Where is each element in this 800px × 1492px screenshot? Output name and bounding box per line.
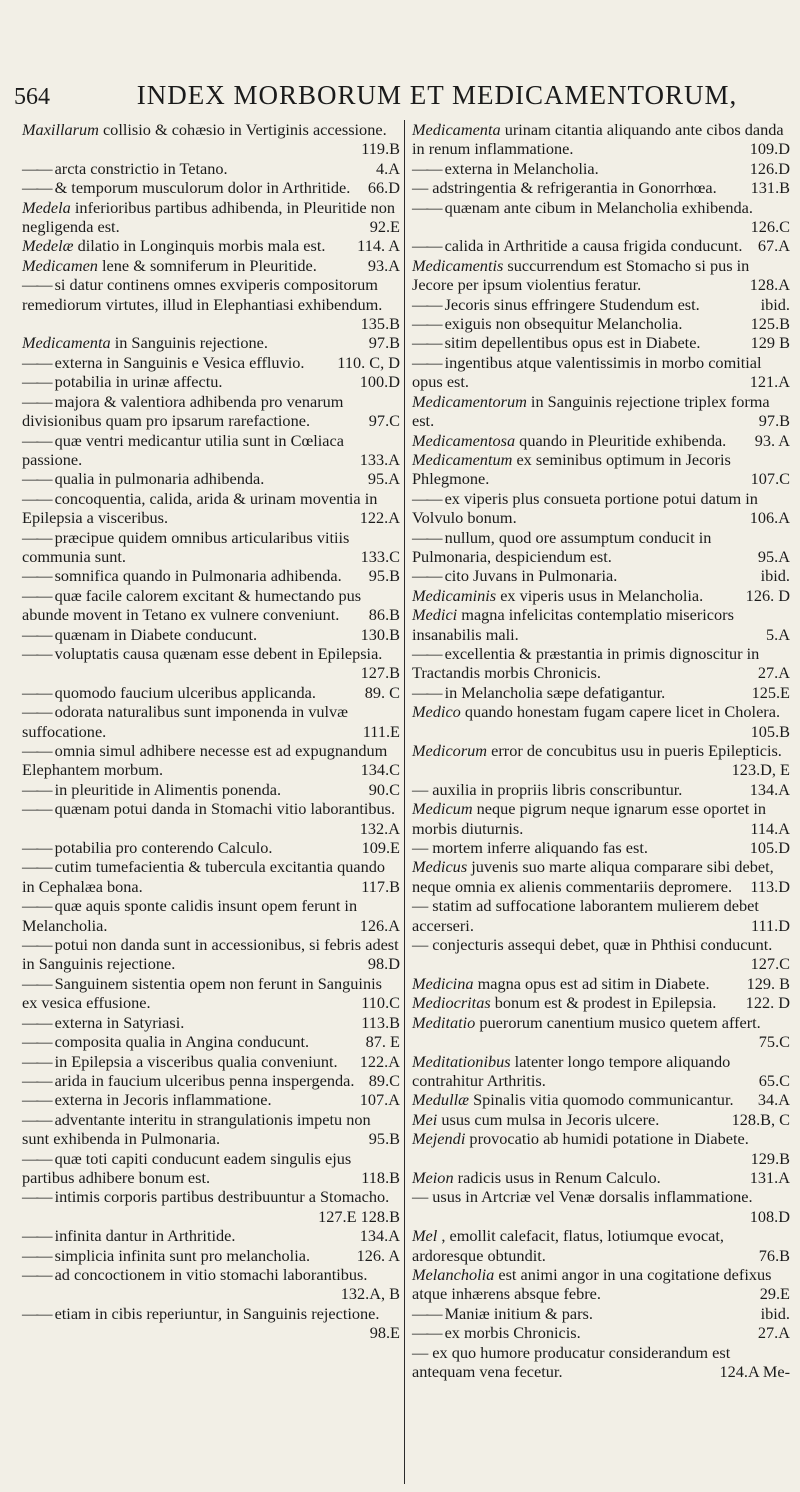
index-columns: [18, 120, 794, 1484]
entry-text: —— & temporum musculorum dolor in Arthritide.: [22, 178, 350, 197]
entry-text: —— omnia simul adhibere necesse est ad expugnandum Elephantem morbum.: [22, 741, 387, 779]
entry-reference: ibid.: [760, 566, 790, 586]
entry-headword: Medicorum: [412, 741, 488, 760]
entry-reference: 95.B: [368, 566, 400, 586]
entry-text: ex viperis usus in Melancholia.: [500, 585, 704, 605]
entry-reference: 98.E: [369, 1323, 400, 1343]
entry-reference: 107.A: [359, 1090, 400, 1110]
entry-text: collisio & cohæsio in Vertiginis accessione.: [102, 120, 387, 139]
entry-reference: 129 B: [750, 333, 790, 353]
index-entry: [22, 1090, 400, 1109]
entry-text: —— externa in Satyriasi.: [22, 1013, 184, 1032]
entry-reference: 97.B: [758, 411, 790, 431]
entry-reference: 111.E: [362, 721, 400, 741]
entry-text: urinam citantia aliquando ante cibos danda in renum inflammatione.: [412, 120, 784, 159]
page-title: INDEX MORBORUM ET MEDICAMENTORUM,: [136, 80, 738, 110]
entry-reference: 129. B: [746, 973, 790, 993]
entry-reference: 111.D: [750, 915, 790, 935]
entry-reference: 122.A: [359, 508, 400, 528]
entry-reference: 121.A: [749, 372, 790, 392]
entry-text: —— concoquentia, calida, arida & urinam moventia in Epilepsia a visceribus.: [22, 489, 377, 527]
entry-headword: Medicum: [412, 799, 473, 819]
entry-text: — conjecturis assequi debet, quæ in Phthisi conducunt.: [412, 935, 772, 954]
index-entry: [412, 1187, 790, 1226]
entry-reference: 67.A: [757, 236, 790, 256]
index-entry: [22, 333, 400, 352]
entry-text: usus cum mulsa in Jecoris ulcere.: [441, 1109, 660, 1129]
index-entry: [22, 1149, 400, 1188]
entry-text: quando in Pleuritide exhibenda.: [519, 430, 727, 450]
entry-reference: 133.A: [359, 449, 400, 469]
entry-headword: Mel: [412, 1226, 438, 1246]
index-entry: [412, 178, 790, 197]
page-header: [14, 80, 790, 114]
entry-headword: Medela: [22, 197, 71, 217]
entry-text: —— arida in faucium ulceribus penna inspergenda.: [22, 1071, 354, 1090]
entry-text: —— Sanguinem sistentia opem non ferunt in Sanguinis ex vesica effusione.: [22, 974, 382, 1012]
entry-reference: 119.B: [361, 139, 400, 159]
index-entry: [22, 120, 400, 159]
index-entry: [22, 1265, 400, 1304]
entry-reference: 75.C: [758, 1032, 790, 1052]
entry-reference: 132.A: [359, 818, 400, 838]
index-entry: [22, 489, 400, 528]
entry-reference: 134.A: [749, 779, 790, 799]
entry-text: —— externa in Sanguinis e Vesica effluvio.: [22, 353, 304, 372]
entry-reference: 97.C: [368, 411, 400, 431]
entry-headword: Medicamentorum: [412, 391, 527, 411]
entry-reference: 123.D, E: [731, 760, 790, 780]
entry-headword: Medico: [412, 702, 461, 722]
index-entry: [412, 489, 790, 528]
entry-reference: 29.E: [759, 1284, 790, 1304]
entry-text: —— potabilia pro conterendo Calculo.: [22, 838, 272, 857]
index-entry: [412, 314, 790, 333]
index-entry: [22, 1052, 400, 1071]
index-entry: [22, 644, 400, 683]
index-entry: [412, 741, 790, 780]
entry-headword: Mejendi: [412, 1129, 466, 1149]
entry-text: , emollit calefacit, flatus, lotiumque evocat, ardoresque obtundit.: [412, 1226, 724, 1265]
entry-headword: Medici: [412, 605, 458, 625]
entry-text: —— ingentibus atque valentissimis in morbo comitial opus est.: [412, 353, 762, 391]
index-entry: [412, 1090, 790, 1109]
entry-text: radicis usus in Renum Calculo.: [457, 1167, 661, 1187]
entry-headword: Meditationibus: [412, 1051, 511, 1071]
index-entry: [22, 392, 400, 431]
index-entry: [22, 702, 400, 741]
entry-headword: Mei: [412, 1109, 438, 1129]
index-entry: [412, 236, 790, 255]
index-entry: [22, 1226, 400, 1245]
entry-reference: 4.A: [376, 158, 400, 178]
index-entry: [412, 683, 790, 702]
index-entry: [22, 1032, 400, 1051]
entry-reference: 114.A: [750, 818, 790, 838]
entry-reference: 66.D: [367, 178, 400, 198]
entry-text: —— quæ ventri medicantur utilia sunt in Cœliaca passione.: [22, 431, 344, 469]
entry-text: —— in Melancholia sæpe defatigantur.: [412, 683, 665, 702]
index-entry: [22, 198, 400, 237]
index-entry: [22, 372, 400, 391]
index-entry: [22, 178, 400, 197]
index-entry: [412, 1013, 790, 1052]
entry-text: bonum est & prodest in Epilepsia.: [494, 993, 717, 1013]
index-entry: [412, 780, 790, 799]
entry-reference: 134.C: [360, 760, 400, 780]
index-entry: [22, 799, 400, 838]
entry-text: —— externa in Melancholia.: [412, 159, 599, 178]
index-entry: [412, 1226, 790, 1265]
entry-reference: 126. A: [356, 1245, 400, 1265]
index-entry: [22, 838, 400, 857]
index-entry: [22, 741, 400, 780]
entry-reference: 108.D: [749, 1206, 790, 1226]
entry-reference: 110.C: [361, 993, 400, 1013]
entry-text: neque pigrum neque ignarum esse oportet in morbis diuturnis.: [412, 799, 767, 838]
entry-text: —— Jecoris sinus effringere Studendum est.: [412, 295, 700, 314]
entry-text: in Sanguinis rejectione triplex forma est.: [412, 391, 770, 431]
index-entry: [412, 644, 790, 683]
entry-headword: Medullæ: [412, 1090, 469, 1110]
index-entry: [22, 256, 400, 275]
entry-text: —— etiam in cibis reperiuntur, in Sanguinis rejectione.: [22, 1304, 379, 1323]
entry-text: magna opus est ad sitim in Diabete.: [477, 973, 710, 993]
entry-headword: Meion: [412, 1167, 454, 1187]
entry-text: —— potui non danda sunt in accessionibus, si febris adest in Sanguinis rejectione.: [22, 935, 399, 973]
entry-text: ex seminibus optimum in Jecoris Phlegmone.: [412, 449, 731, 489]
entry-reference: 90.C: [368, 779, 400, 799]
entry-reference: 106.A: [749, 508, 790, 528]
entry-text: —— potabilia in urinæ affectu.: [22, 372, 222, 391]
entry-text: —— si datur continens omnes exviperis compositorum remediorum virtutes, illud in Elephantiasi exhibendum.: [22, 275, 382, 313]
index-entry: [412, 993, 790, 1012]
entry-text: —— qualia in pulmonaria adhibenda.: [22, 469, 264, 488]
entry-reference: 87. E: [365, 1032, 400, 1052]
entry-text: est animi angor in una cogitatione defixus atque inhærens absque febre.: [412, 1264, 772, 1304]
entry-text: provocatio ab humidi potatione in Diabete.: [469, 1129, 749, 1149]
index-entry: [412, 1343, 790, 1382]
entry-text: —— excellentia & præstantia in primis dignoscitur in Tractandis morbis Chronicis.: [412, 644, 759, 682]
entry-reference: 124.A Me-: [719, 1362, 790, 1381]
entry-text: succurrendum est Stomacho si pus in Jecore per ipsum violentius feratur.: [412, 255, 750, 295]
entry-reference: 97.B: [368, 333, 400, 353]
entry-text: —— quæ toti capiti conducunt eadem singulis ejus partibus adhibere bonum est.: [22, 1149, 351, 1187]
index-entry: [412, 528, 790, 567]
entry-text: —— majora & valentiora adhibenda pro venarum divisionibus quam pro ipsarum rarefactione.: [22, 392, 343, 430]
index-entry: [412, 295, 790, 314]
entry-reference: 130.B: [360, 624, 400, 644]
entry-text: —— nullum, quod ore assumptum conducit in Pulmonaria, despiciendum est.: [412, 528, 711, 566]
index-entry: [22, 935, 400, 974]
left-column: [18, 120, 404, 1484]
entry-reference: 65.C: [758, 1070, 790, 1090]
entry-reference: 113.D: [750, 876, 790, 896]
index-entry: [412, 333, 790, 352]
index-entry: [22, 1013, 400, 1032]
page-number: 564: [14, 84, 50, 110]
entry-reference: 126. D: [745, 585, 790, 605]
entry-reference: 95.A: [367, 469, 400, 489]
entry-reference: 95.B: [368, 1129, 400, 1149]
entry-text: —— ex morbis Chronicis.: [412, 1323, 581, 1342]
entry-reference: 89.C: [368, 1070, 400, 1090]
index-entry: [412, 1110, 790, 1129]
entry-text: —— simplicia infinita sunt pro melancholia.: [22, 1246, 310, 1265]
entry-text: —— arcta constrictio in Tetano.: [22, 159, 228, 178]
entry-headword: Mediocritas: [412, 993, 491, 1013]
entry-reference: 126.C: [750, 217, 790, 237]
entry-text: —— ad concoctionem in vitio stomachi laborantibus.: [22, 1265, 367, 1284]
entry-headword: Medicaminis: [412, 585, 497, 605]
entry-reference: ibid.: [760, 294, 790, 314]
entry-text: —— in pleuritide in Alimentis ponenda.: [22, 780, 281, 799]
entry-reference: 131.A: [749, 1167, 790, 1187]
entry-reference: 86.B: [368, 605, 400, 625]
entry-reference: 27.A: [757, 1323, 790, 1343]
entry-headword: Medicamenta: [22, 333, 111, 353]
entry-text: —— composita qualia in Angina conducunt.: [22, 1032, 309, 1051]
index-entry: [412, 974, 790, 993]
entry-text: —— quænam potui danda in Stomachi vitio laborantibus.: [22, 799, 395, 818]
entry-text: dilatio in Longinquis morbis mala est.: [77, 236, 326, 256]
index-entry: [412, 159, 790, 178]
entry-reference: 117.B: [361, 876, 400, 896]
entry-text: error de concubitus usu in pueris Epilepticis.: [491, 741, 782, 760]
entry-reference: 122. D: [745, 993, 790, 1013]
entry-reference: 89. C: [364, 682, 400, 702]
entry-headword: Medicamen: [22, 255, 98, 275]
index-entry: [22, 469, 400, 488]
entry-headword: Medicus: [412, 857, 468, 877]
entry-reference: 107.C: [750, 469, 790, 489]
entry-text: juvenis suo marte aliqua comparare sibi debet, neque omnia ex alienis commentariis depromere.: [412, 857, 774, 896]
entry-reference: 125.B: [750, 314, 790, 334]
entry-text: —— odorata naturalibus sunt imponenda in vulvæ suffocatione.: [22, 702, 348, 740]
entry-text: Spinalis vitia quomodo communicantur.: [473, 1090, 734, 1110]
index-entry: [22, 1304, 400, 1343]
entry-text: in Sanguinis rejectione.: [114, 333, 268, 353]
entry-reference: 127.E 128.B: [318, 1206, 400, 1226]
entry-reference: 27.A: [757, 663, 790, 683]
entry-reference: 110. C, D: [337, 352, 400, 372]
index-entry: [412, 1265, 790, 1304]
entry-reference: 100.D: [359, 372, 400, 392]
entry-reference: 93.A: [367, 255, 400, 275]
index-entry: [412, 702, 790, 741]
index-entry: [22, 586, 400, 625]
index-entry: [412, 120, 790, 159]
entry-text: —— infinita dantur in Arthritide.: [22, 1226, 235, 1245]
entry-text: —— quænam ante cibum in Melancholia exhibenda.: [412, 198, 753, 217]
entry-text: —— quæ facile calorem excitant & humectando pus abunde movent in Tetano ex vulnere conveniunt.: [22, 586, 361, 624]
index-entry: [22, 1110, 400, 1149]
entry-text: —— in Epilepsia a visceribus qualia conveniunt.: [22, 1052, 338, 1071]
entry-text: quando honestam fugam capere licet in Cholera.: [464, 702, 781, 722]
index-entry: [22, 1071, 400, 1090]
entry-text: —— externa in Jecoris inflammatione.: [22, 1090, 272, 1109]
entry-reference: 129.B: [750, 1148, 790, 1168]
entry-reference: 109.D: [749, 139, 790, 159]
entry-text: —— intimis corporis partibus destribuuntur a Stomacho.: [22, 1187, 389, 1206]
entry-reference: 128.A: [749, 275, 790, 295]
entry-reference: 126.A: [359, 915, 400, 935]
entry-reference: 34.A: [757, 1090, 790, 1110]
entry-text: —— exiguis non obsequitur Melancholia.: [412, 314, 682, 333]
entry-reference: 126.D: [749, 158, 790, 178]
index-entry: [22, 974, 400, 1013]
entry-headword: Medicamentis: [412, 255, 504, 275]
index-entry: [412, 450, 790, 489]
entry-reference: 135.B: [360, 314, 400, 334]
entry-text: magna infelicitas contemplatio misericors insanabilis mali.: [412, 605, 734, 644]
entry-reference: 93. A: [754, 430, 790, 450]
index-entry: [22, 159, 400, 178]
index-entry: [412, 1168, 790, 1187]
index-entry: [22, 625, 400, 644]
entry-text: —— quomodo faucium ulceribus applicanda.: [22, 683, 316, 702]
entry-text: latenter longo tempore aliquando contrahitur Arthritis.: [412, 1051, 731, 1090]
entry-text: — statim ad suffocatione laborantem mulierem debet accerseri.: [412, 896, 759, 934]
entry-reference: 127.C: [750, 954, 790, 974]
entry-reference: 113.B: [361, 1012, 400, 1032]
index-entry: [412, 1323, 790, 1342]
index-entry: [412, 353, 790, 392]
index-entry: [22, 236, 400, 255]
entry-reference: 5.A: [766, 624, 790, 644]
entry-text: —— sitim depellentibus opus est in Diabete.: [412, 333, 701, 352]
entry-text: — mortem inferre aliquando fas est.: [412, 838, 648, 857]
entry-text: —— ex viperis plus consueta portione potui datum in Volvulo bonum.: [412, 489, 758, 527]
index-entry: [22, 275, 400, 333]
entry-reference: 95.A: [757, 546, 790, 566]
entry-reference: 133.C: [360, 546, 400, 566]
entry-headword: Medicamentosa: [412, 430, 516, 450]
index-entry: [412, 1052, 790, 1091]
entry-headword: Medicamenta: [412, 120, 501, 139]
index-entry: [412, 857, 790, 896]
index-entry: [22, 857, 400, 896]
entry-text: —— quænam in Diabete conducunt.: [22, 625, 257, 644]
index-entry: [22, 353, 400, 372]
index-entry: [22, 528, 400, 567]
index-entry: [412, 586, 790, 605]
index-entry: [412, 566, 790, 585]
index-entry: [22, 431, 400, 470]
index-entry: [412, 1129, 790, 1168]
entry-text: — usus in Artcriæ vel Venæ dorsalis inflammatione.: [412, 1187, 753, 1206]
entry-text: lene & somniferum in Pleuritide.: [102, 255, 317, 275]
index-entry: [22, 780, 400, 799]
entry-reference: 128.B, C: [731, 1109, 790, 1129]
right-column: [404, 120, 794, 1484]
entry-reference: 127.B: [360, 663, 400, 683]
entry-reference: ibid.: [760, 1303, 790, 1323]
index-entry: [22, 896, 400, 935]
index-entry: [22, 683, 400, 702]
entry-headword: Maxillarum: [22, 120, 99, 139]
index-entry: [412, 198, 790, 237]
entry-reference: 118.B: [361, 1167, 400, 1187]
entry-reference: 125.E: [751, 682, 790, 702]
entry-headword: Melancholia: [412, 1264, 495, 1284]
index-entry: [412, 431, 790, 450]
entry-reference: 105.B: [750, 721, 790, 741]
entry-headword: Medelæ: [22, 236, 74, 256]
index-entry: [412, 896, 790, 935]
index-entry: [412, 392, 790, 431]
entry-reference: 131.B: [750, 178, 790, 198]
entry-text: — adstringentia & refrigerantia in Gonorrhœa.: [412, 178, 717, 197]
index-entry: [412, 799, 790, 838]
entry-text: — auxilia in propriis libris conscribuntur.: [412, 780, 682, 799]
entry-reference: 76.B: [758, 1245, 790, 1265]
entry-text: —— voluptatis causa quænam esse debent in Epilepsia.: [22, 644, 382, 663]
index-entry: [22, 1187, 400, 1226]
index-entry: [412, 838, 790, 857]
index-entry: [22, 566, 400, 585]
entry-headword: Meditatio: [412, 1012, 476, 1032]
entry-text: — ex quo humore producatur considerandum est antequam vena fecetur.: [412, 1343, 730, 1381]
index-entry: [22, 1246, 400, 1265]
entry-text: —— cito Juvans in Pulmonaria.: [412, 566, 617, 585]
entry-text: —— cutim tumefacientia & tubercula excitantia quando in Cephalæa bona.: [22, 857, 385, 895]
entry-text: —— Maniæ initium & pars.: [412, 1304, 593, 1323]
entry-reference: 132.A, B: [340, 1284, 400, 1304]
index-entry: [412, 256, 790, 295]
entry-text: —— præcipue quidem omnibus articularibus vitiis communia sunt.: [22, 528, 349, 566]
entry-text: —— adventante interitu in strangulationis impetu non sunt exhibenda in Pulmonaria.: [22, 1110, 371, 1148]
entry-headword: Medicamentum: [412, 449, 513, 469]
entry-reference: 109.E: [361, 838, 400, 858]
entry-reference: 98.D: [367, 954, 400, 974]
index-entry: [412, 935, 790, 974]
entry-text: —— somnifica quando in Pulmonaria adhibenda.: [22, 566, 342, 585]
index-entry: [412, 605, 790, 644]
entry-headword: Medicina: [412, 973, 474, 993]
entry-text: inferioribus partibus adhibenda, in Pleuritide non negligenda est.: [22, 197, 396, 237]
entry-reference: 134.A: [359, 1226, 400, 1246]
entry-reference: 105.D: [749, 838, 790, 858]
index-entry: [412, 1304, 790, 1323]
entry-reference: 122.A: [359, 1051, 400, 1071]
entry-text: puerorum canentium musico quetem affert.: [479, 1012, 761, 1032]
entry-text: —— calida in Arthritide a causa frigida conducunt.: [412, 236, 743, 255]
entry-text: —— quæ aquis sponte calidis insunt opem ferunt in Melancholia.: [22, 896, 357, 934]
entry-reference: 114. A: [357, 236, 400, 256]
entry-reference: 92.E: [369, 217, 400, 237]
